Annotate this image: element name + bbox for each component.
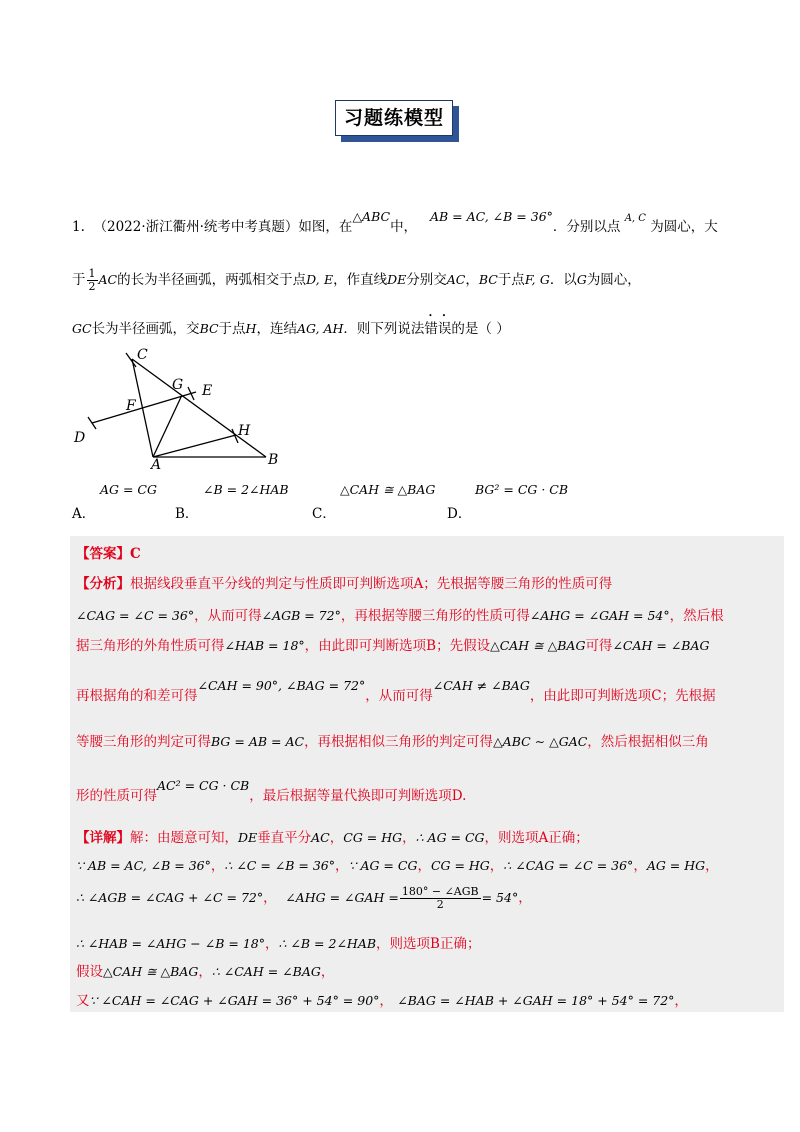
text: 的长为半径画弧，两弧相交于点 [117, 272, 307, 288]
math: AC [98, 272, 118, 287]
text: ， [320, 964, 335, 980]
text: 【详解】 [76, 830, 130, 846]
option-expression: AG = CG [100, 482, 157, 497]
condition: AB = AC, ∠B = 36° [429, 209, 553, 224]
emphasis-wu: 误 [437, 321, 452, 337]
math: G [539, 272, 550, 287]
option-letter: D． [447, 506, 472, 522]
analysis-line-5 [76, 730, 709, 750]
text: 根据线段垂直平分线的判定与性质即可判断选项A；先根据等腰三角形的性质可得 [130, 576, 613, 592]
math: CG = HG [430, 858, 490, 873]
numerator: 180° − ∠AGB [401, 885, 479, 898]
text: ，连结 [256, 321, 297, 337]
math: ∴ ∠B = 2∠HAB [278, 936, 377, 951]
detail-line-5 [76, 960, 334, 980]
answer-line [76, 542, 141, 562]
text: ，作直线 [333, 272, 388, 288]
math: DE [387, 272, 407, 287]
math: ∠CAH ≠ ∠BAG [432, 678, 530, 693]
text: ，最后根据等量代换即可判断选项D. [249, 788, 467, 804]
text: ， [335, 858, 349, 874]
math: ∴ AG = CG [415, 830, 485, 845]
text: 形的性质可得 [76, 788, 157, 804]
analysis-line-1 [76, 572, 612, 592]
math: BC [478, 272, 498, 287]
detail-line-3 [76, 886, 532, 911]
text: 【答案】 [76, 546, 130, 562]
label-g: G [172, 377, 184, 393]
question-line-3 [72, 317, 510, 337]
option-letter: B． [175, 506, 199, 522]
text: 解：由题意可知， [130, 830, 238, 846]
math: ∠CAH = 90°, ∠BAG = 72° [197, 678, 366, 693]
math: ∵ AG = CG [348, 858, 418, 873]
text: ， [633, 858, 647, 874]
text: 分别交 [406, 272, 447, 288]
text: 于 [72, 272, 86, 288]
math: BC [199, 321, 219, 336]
arc-mark-c [126, 353, 136, 367]
option-expression: △CAH ≅ △BAG [340, 482, 436, 497]
math: AC² = CG · CB [157, 778, 250, 793]
math: ∠CAG = ∠C = 36° [76, 608, 195, 623]
detail-line-2 [76, 854, 719, 874]
math: AC [311, 830, 330, 845]
math: CG = HG [343, 830, 403, 845]
math: △CAH ≅ △BAG [490, 638, 586, 653]
math: = 54° [481, 890, 519, 905]
fraction-angle [400, 886, 481, 911]
math: F, [524, 272, 536, 287]
text: ．以 [549, 272, 577, 288]
text: ， [329, 830, 344, 846]
text: ，由此即可判断选项C；先根据 [529, 688, 716, 704]
points-ac: A, C [624, 213, 646, 224]
label-c: C [137, 347, 148, 363]
geometry-figure [70, 345, 290, 470]
question-number: 1. [72, 219, 85, 235]
math: ∠AHG = ∠GAH = [285, 890, 399, 905]
text: ，则选项A正确； [484, 830, 589, 846]
text: ，再根据相似三角形的判定可得 [304, 734, 494, 750]
text: ， [210, 858, 225, 874]
text: ，再根据等腰三角形的性质可得 [340, 608, 530, 624]
option-expression: BG² = CG · CB [475, 482, 569, 497]
denominator: 2 [88, 280, 96, 293]
detail-line-1 [76, 826, 589, 846]
math: ∠HAB = 18° [224, 638, 305, 653]
math: AC [446, 272, 466, 287]
text: 的是（ ） [451, 321, 510, 337]
section-title-box [335, 100, 460, 144]
math: ∵ ∠CAH = ∠CAG + ∠GAH = 36° + 54° = 90° [89, 993, 380, 1008]
math: ∴ ∠C = ∠B = 36° [224, 858, 336, 873]
label-e: E [202, 383, 213, 399]
text: 于点 [497, 272, 525, 288]
text: ．分别以点 [552, 219, 621, 235]
answer-value: C [130, 546, 141, 562]
fraction-half [87, 268, 98, 293]
text: 据三角形的外角性质可得 [76, 638, 225, 654]
analysis-line-4 [76, 678, 716, 704]
math: ∠AGB = 72° [261, 608, 341, 623]
math: △ABC ∼ △GAC [493, 734, 588, 749]
text: 可得 [585, 638, 613, 654]
page-title: 习题练模型 [335, 100, 453, 136]
label-h: H [238, 423, 251, 439]
detail-line-4 [76, 932, 480, 952]
segment-cb [132, 359, 266, 457]
text: ，从而可得 [194, 608, 262, 624]
text: ，从而可得 [365, 688, 433, 704]
text: 再根据角的和差可得 [76, 688, 198, 704]
text: 为圆心，大 [650, 219, 718, 235]
analysis-line-2 [76, 604, 724, 624]
math: DE [238, 830, 258, 845]
arc-mark-d [88, 417, 96, 429]
question-line-1 [72, 209, 718, 235]
math: GC [72, 321, 92, 336]
text: ， [264, 936, 279, 952]
label-d: D [74, 430, 86, 446]
segment-ah [153, 435, 236, 457]
label-f: F [126, 398, 136, 414]
line-de [92, 392, 196, 423]
option-letter: C． [312, 506, 336, 522]
math: D, [306, 272, 320, 287]
text: ．则下列说法 [343, 321, 425, 337]
question-line-2 [72, 268, 641, 293]
text: 等腰三角形的判定可得 [76, 734, 211, 750]
detail-line-6 [76, 989, 688, 1009]
math: AG = HG [646, 858, 706, 873]
triangle-abc: △ABC [352, 209, 391, 224]
math: ∴ ∠AGB = ∠CAG + ∠C = 72° [76, 890, 264, 905]
text: 为圆心， [586, 272, 641, 288]
text: ， [489, 858, 504, 874]
math: H [245, 321, 257, 336]
math: ∴ ∠CAG = ∠C = 36° [503, 858, 634, 873]
text: 于点 [218, 321, 246, 337]
math: ∠BAG = ∠HAB + ∠GAH = 18° + 54° = 72° [397, 993, 675, 1008]
math: E [323, 272, 334, 287]
emphasis-cuo: 错 [424, 321, 438, 337]
text: ，然后根据相似三角 [587, 734, 709, 750]
text: 【分析】 [76, 576, 130, 592]
text: 中， [390, 219, 418, 235]
text: ， [417, 858, 431, 874]
text: 垂直平分 [257, 830, 312, 846]
text: ， [379, 993, 393, 1009]
math: ∴ ∠CAH = ∠BAG [211, 964, 321, 979]
label-b: B [268, 452, 279, 468]
option-letter: A． [72, 506, 96, 522]
denominator: 2 [436, 898, 444, 911]
text: 假设 [76, 964, 103, 980]
math: △CAH ≅ △BAG [103, 964, 199, 979]
label-a: A [151, 457, 162, 470]
solution-panel [70, 536, 784, 1012]
text: ， [402, 830, 416, 846]
math: ∠CAH = ∠BAG [612, 638, 710, 653]
text: ， [465, 272, 479, 288]
text: 又 [76, 993, 90, 1009]
text: ， [705, 858, 719, 874]
option-expression: ∠B = 2∠HAB [203, 482, 289, 497]
analysis-line-3 [76, 634, 710, 654]
math: ∴ ∠HAB = ∠AHG − ∠B = 18° [76, 936, 265, 951]
math: ∵ AB = AC, ∠B = 36° [76, 858, 211, 873]
text: ， [263, 890, 277, 906]
math: G [576, 272, 587, 287]
question-source: （2022·浙江衢州·统考中考真题）如图，在 [93, 219, 353, 235]
text: ，然后根 [669, 608, 724, 624]
numerator: 1 [88, 267, 96, 280]
text: ， [198, 964, 212, 980]
math: AG, AH [296, 321, 344, 336]
text: 长为半径画弧，交 [91, 321, 200, 337]
text: ， [518, 890, 532, 906]
text: ，则选项B正确； [376, 936, 481, 952]
segment-ag [153, 395, 182, 457]
math: ∠AHG = ∠GAH = 54° [529, 608, 670, 623]
text: ， [674, 993, 688, 1009]
analysis-line-6 [76, 778, 467, 804]
text: ，由此即可判断选项B；先假设 [304, 638, 491, 654]
math: BG = AB = AC [211, 734, 305, 749]
